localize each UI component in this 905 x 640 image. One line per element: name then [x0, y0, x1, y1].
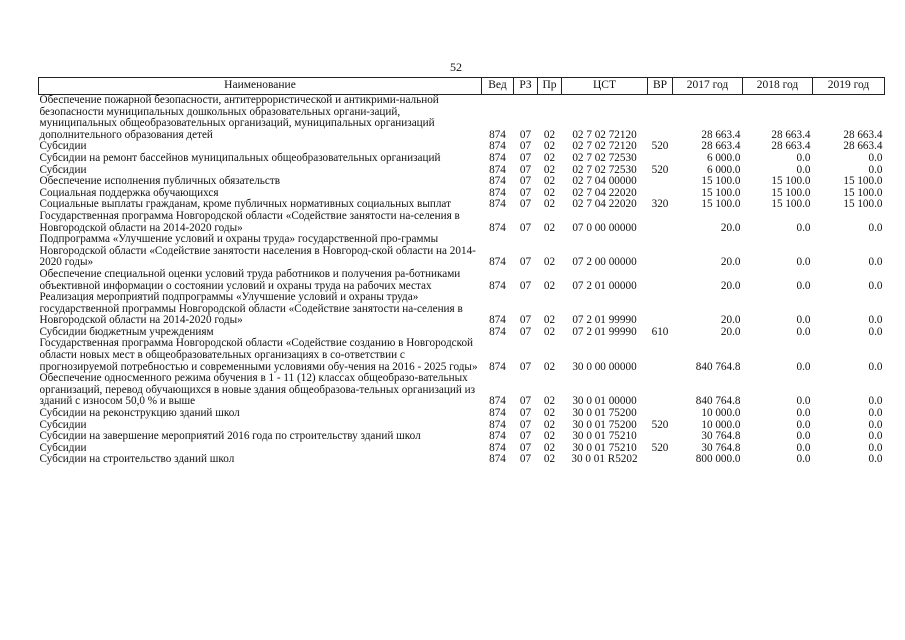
cell-cst: 07 2 01 00000 [572, 279, 637, 292]
cell-rz: 07 [519, 198, 532, 211]
cell-pr: 02 [543, 418, 556, 431]
cell-vr [648, 234, 673, 269]
cell-2018: 0.0 [796, 360, 811, 373]
cell-2017: 20.0 [720, 256, 741, 269]
cell-2018: 0.0 [796, 453, 811, 466]
table-row [39, 211, 885, 234]
cell-2018: 0.0 [796, 407, 811, 420]
cell-rz: 07 [519, 221, 532, 234]
cell-rz: 07 [519, 163, 532, 176]
cell-ved: 874 [489, 198, 506, 211]
cell-2019: 0.0 [868, 279, 883, 292]
table-row [39, 95, 885, 142]
table-row [39, 269, 885, 292]
cell-name: Субсидии [39, 441, 87, 454]
cell-cst: 30 0 01 00000 [572, 395, 637, 408]
cell-2018: 15 100.0 [771, 186, 811, 199]
col-header-2019: 2019 год [813, 78, 885, 95]
cell-cst: 30 0 01 R5202 [571, 453, 638, 466]
cell-name: Обеспечение исполнения публичных обязательств [39, 175, 281, 188]
cell-pr: 02 [543, 163, 556, 176]
cell-ved: 874 [489, 163, 506, 176]
cell-2017: 28 663.4 [701, 140, 741, 153]
cell-2018: 0.0 [796, 441, 811, 454]
cell-pr: 02 [543, 325, 556, 338]
cell-ved: 874 [489, 430, 506, 443]
cell-2017: 20.0 [720, 314, 741, 327]
cell-cst: 30 0 01 75210 [572, 441, 637, 454]
cell-pr: 02 [543, 175, 556, 188]
cell-rz: 07 [519, 418, 532, 431]
cell-2019: 0.0 [868, 441, 883, 454]
cell-2019: 0.0 [868, 453, 883, 466]
cell-2019: 28 663.4 [843, 140, 883, 153]
cell-cst: 02 7 02 72530 [572, 151, 637, 164]
cell-pr: 02 [543, 128, 556, 141]
cell-ved: 874 [489, 395, 506, 408]
cell-cst: 30 0 01 75200 [572, 418, 637, 431]
cell-vr: 520 [651, 140, 669, 153]
cell-cst: 07 0 00 00000 [572, 221, 637, 234]
cell-name: Субсидии [39, 418, 87, 431]
cell-name: Государственная программа Новгородской области «Содействие созданию в Новгородской области новых мест в общеобразовательных организациях в со-ответствии с прогнозируемой потребностью и современными условиями обу-чения на 2016 - 2025 годы» [39, 337, 478, 373]
cell-vr [648, 211, 673, 234]
cell-2017: 10 000.0 [701, 407, 741, 420]
cell-2018: 0.0 [796, 151, 811, 164]
cell-ved: 874 [489, 186, 506, 199]
cell-rz: 07 [519, 140, 532, 153]
cell-pr: 02 [543, 198, 556, 211]
cell-name: Субсидии на ремонт бассейнов муниципальных общеобразовательных организаций [39, 151, 441, 164]
table-row [39, 153, 885, 165]
cell-pr: 02 [543, 407, 556, 420]
cell-cst: 02 7 04 00000 [572, 175, 637, 188]
cell-pr: 02 [543, 441, 556, 454]
cell-2018: 0.0 [796, 279, 811, 292]
cell-vr: 610 [651, 325, 669, 338]
cell-rz: 07 [519, 395, 532, 408]
cell-vr [648, 454, 673, 466]
cell-2017: 30 764.8 [701, 441, 741, 454]
cell-2019: 0.0 [868, 360, 883, 373]
cell-pr: 02 [543, 279, 556, 292]
cell-2017: 15 100.0 [701, 175, 741, 188]
cell-rz: 07 [519, 360, 532, 373]
cell-2018: 15 100.0 [771, 198, 811, 211]
cell-rz: 07 [519, 453, 532, 466]
cell-ved: 874 [489, 128, 506, 141]
page-number: 52 [450, 60, 462, 74]
cell-2018: 0.0 [796, 418, 811, 431]
cell-2019: 0.0 [868, 418, 883, 431]
cell-pr: 02 [543, 140, 556, 153]
cell-cst: 02 7 02 72120 [572, 128, 637, 141]
cell-name: Подпрограмма «Улучшение условий и охраны труда» государственной про-граммы Новгородской области «Содействие занятости населения в Новгород-ской области на 2014-2020 годы» [39, 233, 476, 269]
cell-rz: 07 [519, 325, 532, 338]
table-row [39, 373, 885, 408]
col-header-rz: РЗ [514, 78, 538, 95]
table-row [39, 454, 885, 466]
budget-table [38, 77, 885, 466]
cell-vr [648, 408, 673, 420]
cell-vr [648, 176, 673, 188]
cell-cst: 07 2 01 99990 [572, 325, 637, 338]
cell-2017: 800 000.0 [695, 453, 741, 466]
cell-pr: 02 [543, 395, 556, 408]
cell-cst: 07 2 00 00000 [572, 256, 637, 269]
cell-2019: 15 100.0 [843, 175, 883, 188]
cell-rz: 07 [519, 279, 532, 292]
cell-rz: 07 [519, 407, 532, 420]
cell-2019: 0.0 [868, 325, 883, 338]
cell-2018: 0.0 [796, 395, 811, 408]
table-row [39, 408, 885, 420]
cell-pr: 02 [543, 186, 556, 199]
cell-name: Субсидии бюджетным учреждениям [39, 325, 214, 338]
cell-2019: 0.0 [868, 256, 883, 269]
col-header-ved: Вед [482, 78, 514, 95]
cell-ved: 874 [489, 314, 506, 327]
cell-2019: 0.0 [868, 151, 883, 164]
col-header-vr: ВР [648, 78, 673, 95]
cell-vr: 320 [651, 198, 669, 211]
cell-ved: 874 [489, 453, 506, 466]
cell-ved: 874 [489, 279, 506, 292]
cell-vr [648, 95, 673, 142]
col-header-cst: ЦСТ [562, 78, 648, 95]
cell-2018: 0.0 [796, 163, 811, 176]
cell-2018: 28 663.4 [771, 128, 811, 141]
cell-rz: 07 [519, 186, 532, 199]
col-header-2018: 2018 год [743, 78, 813, 95]
cell-2017: 28 663.4 [701, 128, 741, 141]
cell-2018: 0.0 [796, 325, 811, 338]
cell-name: Обеспечение односменного режима обучения в 1 - 11 (12) классах общеобразо-вательных организаций, перевод обучающихся в новые здания общеобразова-тельных организаций из зданий с износом 50,0 % и выше [39, 372, 476, 408]
cell-ved: 874 [489, 175, 506, 188]
cell-2017: 20.0 [720, 221, 741, 234]
cell-name: Субсидии [39, 140, 87, 153]
cell-cst: 02 7 02 72120 [572, 140, 637, 153]
cell-vr [648, 153, 673, 165]
cell-ved: 874 [489, 325, 506, 338]
cell-pr: 02 [543, 453, 556, 466]
cell-vr: 520 [651, 163, 669, 176]
cell-name: Обеспечение специальной оценки условий труда работников и получения ра-ботниками объективной информации о состоянии условий и охраны труда на рабочих местах [39, 267, 461, 292]
cell-ved: 874 [489, 256, 506, 269]
cell-ved: 874 [489, 441, 506, 454]
col-header-name: Наименование [39, 78, 482, 95]
table-row [39, 292, 885, 327]
cell-rz: 07 [519, 128, 532, 141]
table-row [39, 338, 885, 373]
cell-2018: 0.0 [796, 256, 811, 269]
cell-ved: 874 [489, 407, 506, 420]
cell-rz: 07 [519, 151, 532, 164]
cell-name: Социальная поддержка обучающихся [39, 186, 219, 199]
col-header-pr: Пр [538, 78, 562, 95]
cell-2018: 0.0 [796, 314, 811, 327]
cell-cst: 30 0 01 75210 [572, 430, 637, 443]
cell-2019: 0.0 [868, 407, 883, 420]
cell-cst: 02 7 02 72530 [572, 163, 637, 176]
cell-2017: 840 764.8 [695, 395, 741, 408]
cell-name: Обеспечение пожарной безопасности, антитеррористической и антикрими-нальной безопасности муниципальных дошкольных образовательных органи-заций, муниципальных общеобразовательных организаций, муниципальных организаций дополнительного образования детей [39, 94, 439, 141]
cell-2017: 840 764.8 [695, 360, 741, 373]
table-header-row [39, 78, 885, 95]
cell-2019: 0.0 [868, 314, 883, 327]
cell-name: Субсидии [39, 163, 87, 176]
cell-vr: 520 [651, 441, 669, 454]
cell-2017: 15 100.0 [701, 198, 741, 211]
cell-name: Государственная программа Новгородской области «Содействие занятости на-селения в Новгородской области на 2014-2020 годы» [39, 209, 460, 234]
cell-2019: 0.0 [868, 430, 883, 443]
cell-vr [648, 269, 673, 292]
col-header-2017: 2017 год [673, 78, 743, 95]
cell-vr: 520 [651, 418, 669, 431]
cell-vr [648, 292, 673, 327]
cell-rz: 07 [519, 314, 532, 327]
cell-rz: 07 [519, 256, 532, 269]
cell-2017: 10 000.0 [701, 418, 741, 431]
cell-ved: 874 [489, 140, 506, 153]
cell-2019: 15 100.0 [843, 198, 883, 211]
cell-cst: 30 0 00 00000 [572, 360, 637, 373]
cell-2017: 20.0 [720, 279, 741, 292]
cell-cst: 02 7 04 22020 [572, 186, 637, 199]
table-row [39, 176, 885, 188]
cell-vr [648, 373, 673, 408]
cell-2019: 0.0 [868, 395, 883, 408]
cell-cst: 02 7 04 22020 [572, 198, 637, 211]
cell-rz: 07 [519, 175, 532, 188]
cell-pr: 02 [543, 151, 556, 164]
table-row [39, 431, 885, 443]
cell-2019: 0.0 [868, 221, 883, 234]
cell-2019: 28 663.4 [843, 128, 883, 141]
cell-name: Реализация мероприятий подпрограммы «Улучшение условий и охраны труда» государственной программы Новгородской области «Содействие занятости на-селения в Новгородской области на 2014-2020 годы» [39, 291, 463, 327]
cell-pr: 02 [543, 256, 556, 269]
cell-cst: 30 0 01 75200 [572, 407, 637, 420]
cell-name: Субсидии на завершение мероприятий 2016 года по строительству зданий школ [39, 430, 421, 443]
cell-rz: 07 [519, 441, 532, 454]
cell-2019: 0.0 [868, 163, 883, 176]
cell-ved: 874 [489, 360, 506, 373]
cell-2017: 6 000.0 [706, 151, 741, 164]
cell-rz: 07 [519, 430, 532, 443]
cell-pr: 02 [543, 314, 556, 327]
cell-name: Субсидии на строительство зданий школ [39, 453, 235, 466]
cell-2017: 20.0 [720, 325, 741, 338]
cell-ved: 874 [489, 151, 506, 164]
cell-2018: 28 663.4 [771, 140, 811, 153]
cell-pr: 02 [543, 221, 556, 234]
cell-ved: 874 [489, 418, 506, 431]
cell-ved: 874 [489, 221, 506, 234]
cell-2018: 0.0 [796, 430, 811, 443]
cell-pr: 02 [543, 430, 556, 443]
cell-2019: 15 100.0 [843, 186, 883, 199]
cell-2018: 15 100.0 [771, 175, 811, 188]
table-row [39, 234, 885, 269]
cell-2017: 30 764.8 [701, 430, 741, 443]
cell-2018: 0.0 [796, 221, 811, 234]
cell-2017: 6 000.0 [706, 163, 741, 176]
cell-2017: 15 100.0 [701, 186, 741, 199]
cell-cst: 07 2 01 99990 [572, 314, 637, 327]
cell-name: Социальные выплаты гражданам, кроме публичных нормативных социальных выплат [39, 198, 451, 211]
cell-name: Субсидии на реконструкцию зданий школ [39, 407, 240, 420]
cell-vr [648, 338, 673, 373]
table-body [39, 95, 885, 467]
cell-pr: 02 [543, 360, 556, 373]
